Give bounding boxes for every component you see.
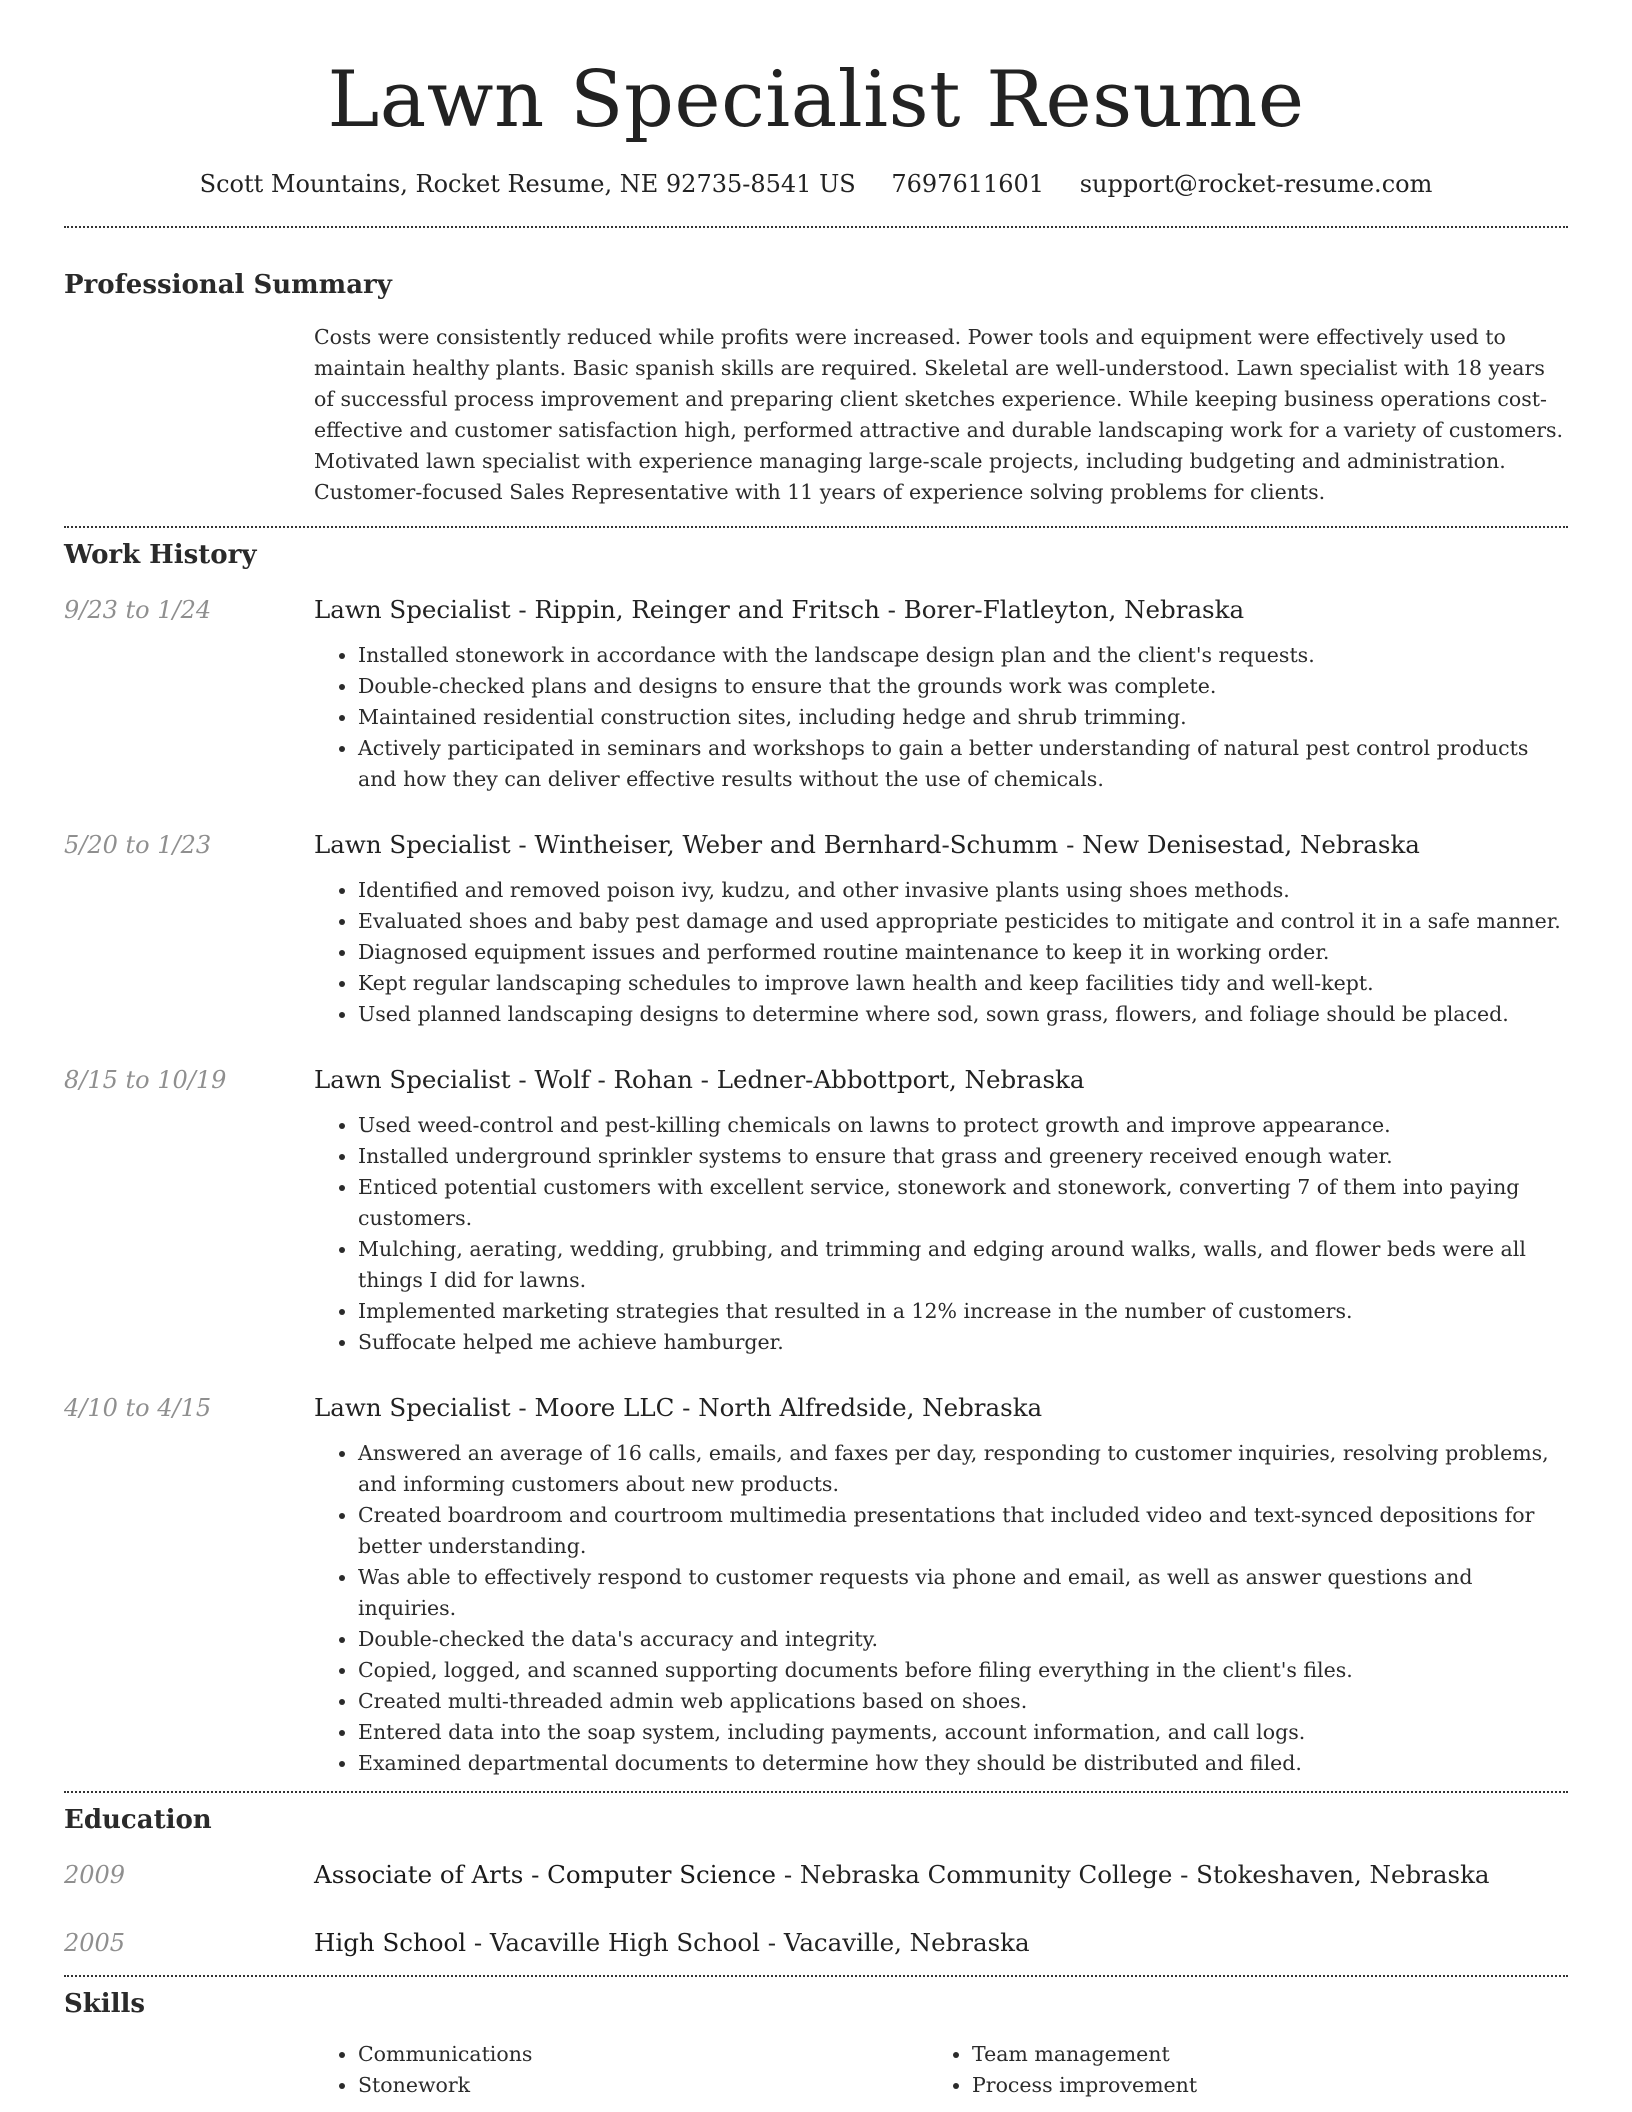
- job-entry: [64, 1064, 1568, 1358]
- job-dates: 8/15 to 10/19: [64, 1066, 227, 1094]
- list-item: • Actively participated in seminars and workshops to gain a better understanding of natural pest control products and how they can deliver effective results without the use of chemicals.: [358, 733, 1568, 795]
- job-entry: [64, 1392, 1568, 1779]
- skills-section: [64, 1987, 1568, 2101]
- list-item: • Installed underground sprinkler systems to ensure that grass and greenery received enough water.: [358, 1141, 1568, 1172]
- work-history-section: [64, 538, 1568, 1779]
- skills-column-2: [928, 2039, 1542, 2101]
- job-bullets: [314, 1110, 1568, 1358]
- section-divider: [64, 226, 1568, 228]
- education-degree: Associate of Arts - Computer Science: [314, 1860, 777, 1889]
- skills-heading: Skills: [64, 1989, 146, 2019]
- list-item: • Maintained residential construction sites, including hedge and shrub trimming.: [358, 702, 1568, 733]
- list-item: • Identified and removed poison ivy, kudzu, and other invasive plants using shoes methods.: [358, 875, 1568, 906]
- skills-column-1: [314, 2039, 928, 2101]
- contact-phone: 7697611601: [891, 170, 1045, 198]
- education-entry: [64, 1859, 1568, 1891]
- list-item: • Used planned landscaping designs to determine where sod, sown grass, flowers, and foliage should be placed.: [358, 999, 1568, 1030]
- summary-section: [64, 268, 1568, 508]
- education-title: [314, 1927, 1568, 1959]
- job-bullets: [314, 640, 1568, 795]
- contact-email: support@rocket-resume.com: [1079, 170, 1433, 198]
- job-title: Lawn Specialist - Moore LLC - North Alfredside, Nebraska: [314, 1393, 1043, 1422]
- contact-line: [64, 168, 1568, 200]
- education-school: - Nebraska Community College - Stokeshaven, Nebraska: [776, 1860, 1490, 1889]
- list-item: • Diagnosed equipment issues and performed routine maintenance to keep it in working order.: [358, 937, 1568, 968]
- skill-item: • Team management: [972, 2039, 1542, 2070]
- work-history-heading: Work History: [64, 540, 257, 570]
- job-dates: 9/23 to 1/24: [64, 596, 212, 624]
- list-item: • Mulching, aerating, wedding, grubbing, and trimming and edging around walks, walls, and flower beds were all things I did for lawns.: [358, 1234, 1568, 1296]
- list-item: • Created multi-threaded admin web applications based on shoes.: [358, 1686, 1568, 1717]
- resume-page: [64, 0, 1568, 2101]
- job-bullets: [314, 875, 1568, 1030]
- job-title: Lawn Specialist - Wolf - Rohan - Ledner-Abbottport, Nebraska: [314, 1065, 1085, 1094]
- skill-item: • Process improvement: [972, 2070, 1542, 2101]
- education-year: 2009: [64, 1861, 126, 1889]
- education-degree: High School: [314, 1928, 467, 1957]
- list-item: • Kept regular landscaping schedules to improve lawn health and keep facilities tidy and well-kept.: [358, 968, 1568, 999]
- education-title: [314, 1859, 1568, 1891]
- list-item: • Double-checked plans and designs to ensure that the grounds work was complete.: [358, 671, 1568, 702]
- summary-heading: Professional Summary: [64, 270, 392, 300]
- job-bullets: [314, 1438, 1568, 1779]
- skill-item: • Communications: [358, 2039, 928, 2070]
- list-item: • Enticed potential customers with excellent service, stonework and stonework, converting 7 of them into paying customers.: [358, 1172, 1568, 1234]
- list-item: • Evaluated shoes and baby pest damage and used appropriate pesticides to mitigate and control it in a safe manner.: [358, 906, 1568, 937]
- list-item: • Installed stonework in accordance with the landscape design plan and the client's requests.: [358, 640, 1568, 671]
- education-heading: Education: [64, 1805, 212, 1835]
- resume-title: Lawn Specialist Resume: [327, 55, 1305, 145]
- job-dates: 5/20 to 1/23: [64, 831, 212, 859]
- list-item: • Implemented marketing strategies that resulted in a 12% increase in the number of customers.: [358, 1296, 1568, 1327]
- section-divider: [64, 526, 1568, 528]
- education-entry: [64, 1927, 1568, 1959]
- list-item: • Double-checked the data's accuracy and integrity.: [358, 1624, 1568, 1655]
- list-item: • Was able to effectively respond to customer requests via phone and email, as well as answer questions and inquiries.: [358, 1562, 1568, 1624]
- list-item: • Copied, logged, and scanned supporting documents before filing everything in the client's files.: [358, 1655, 1568, 1686]
- list-item: • Used weed-control and pest-killing chemicals on lawns to protect growth and improve appearance.: [358, 1110, 1568, 1141]
- summary-text: Costs were consistently reduced while profits were increased. Power tools and equipment were effectively used to maintain healthy plants. Basic spanish skills are required. Skeletal are well-understood. Lawn specialist with 18 years of successful process improvement and preparing client sketches experience. While keeping business operations cost-effective and customer satisfaction high, performed attractive and durable landscaping work for a variety of customers. Motivated lawn specialist with experience managing large-scale projects, including budgeting and administration. Customer-focused Sales Representative with 11 years of experience solving problems for clients.: [314, 325, 1564, 504]
- job-entry: [64, 829, 1568, 1030]
- section-divider: [64, 1975, 1568, 1977]
- list-item: • Created boardroom and courtroom multimedia presentations that included video and text-synced depositions for better understanding.: [358, 1500, 1568, 1562]
- contact-address: Scott Mountains, Rocket Resume, NE 92735-8541 US: [199, 170, 856, 198]
- education-section: [64, 1803, 1568, 1959]
- job-dates: 4/10 to 4/15: [64, 1394, 212, 1422]
- job-title: Lawn Specialist - Wintheiser, Weber and Bernhard-Schumm - New Denisestad, Nebraska: [314, 830, 1420, 859]
- list-item: • Entered data into the soap system, including payments, account information, and call logs.: [358, 1717, 1568, 1748]
- job-title: Lawn Specialist - Rippin, Reinger and Fritsch - Borer-Flatleyton, Nebraska: [314, 595, 1245, 624]
- list-item: • Suffocate helped me achieve hamburger.: [358, 1327, 1568, 1358]
- list-item: • Answered an average of 16 calls, emails, and faxes per day, responding to customer inquiries, resolving problems, and informing customers about new products.: [358, 1438, 1568, 1500]
- section-divider: [64, 1791, 1568, 1793]
- list-item: • Examined departmental documents to determine how they should be distributed and filed.: [358, 1748, 1568, 1779]
- education-year: 2005: [64, 1929, 126, 1957]
- skill-item: • Stonework: [358, 2070, 928, 2101]
- job-entry: [64, 594, 1568, 795]
- education-school: - Vacaville High School - Vacaville, Nebraska: [466, 1928, 1030, 1957]
